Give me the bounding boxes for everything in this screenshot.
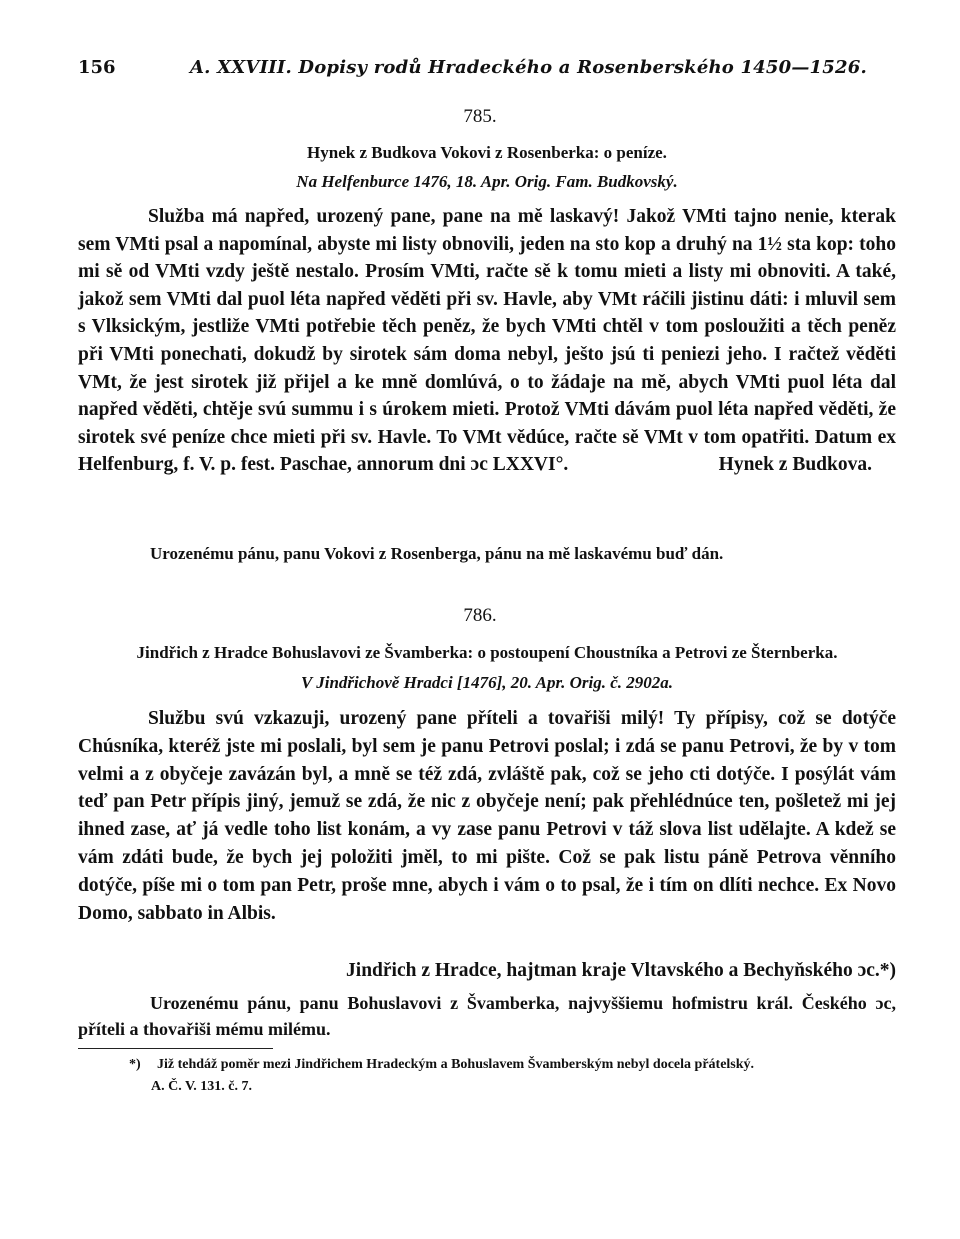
footnote-text: Již tehdáž poměr mezi Jindřichem Hradeckým a Bohuslavem Švamberským nebyl docela přátelský. [157,1057,755,1072]
footnote [105,1054,895,1098]
letter-address: Urozenému pánu, panu Vokovi z Rosenberga, pánu na mě laskavému buď dán. [150,544,724,563]
running-title: A. XXVIII. Dopisy rodů Hradeckého a Rosenberského 1450—1526. [190,57,867,78]
page-header [78,57,896,87]
letter-address: Urozenému pánu, panu Bohuslavovi z Švamberka, najvyššiemu hofmistru král. Českého ɔc, příteli a thovařiši mému milému. [78,993,896,1039]
letter-body [78,203,896,479]
letter-source: V Jindřichově Hradci [1476], 20. Apr. Orig. č. 2902a. [300,673,674,692]
letter-number: 786. [463,605,497,626]
letter-title: Jindřich z Hradce Bohuslavovi ze Švamberka: o postoupení Choustníka a Petrovi ze Šternberka. [136,643,838,662]
letter-title: Hynek z Budkova Vokovi z Rosenberka: o peníze. [307,143,667,162]
letter-signature: Hynek z Budkova. [718,454,872,476]
page-number: 156 [78,57,116,78]
letter-body [78,705,896,927]
letter-body-text: Služba má napřed, urozený pane, pane na mě laskavý! Jakož VMti tajno nenie, kterak sem VMti psal a napomínal, abyste mi listy obnovili, jeden na sto kop a druhý na 1½ sta kop: toho mi sě od VMti vzdy ještě nestalo. Prosím VMti, račte sě k tomu mieti a listy mi obnoviti. A také, jakož sem VMti dal puol léta napřed věděti při sv. Havle, aby VMt ráčili jistinu dáti: i mluvil sem s Vlksickým, jestliže VMti potřebie těch peněz, že bych VMti chtěl v tom posloužiti a těch peněz při VMti ponechati, dokudž by sirotek sám doma nebyl, ješto jsú ti peniezi jeho. I račtež věděti VMt, že jest sirotek již přijel a ke mně domlúvá, o to žádaje na mě, abych VMti puol léta dal napřed věděti, chtěje svú summu i s úrokem mieti. Protož VMti dávám puol léta napřed věděti, že sirotek své peníze chce mieti při sv. Havle. To VMt vědúce, račte sě VMt v tom opatřiti. Datum ex Helfenburg, f. V. p. fest. Paschae, annorum dni ɔc LXXVI°. [78,206,896,476]
letter-body-text: Službu svú vzkazuji, urozený pane příteli a tovařiši milý! Ty přípisy, což se dotýče Chúsníka, kteréž jste mi poslali, byl sem je panu Petrovi poslal; i zdá se panu Petrovi, že by v tom velmi a z obyčeje zavázán byl, a mně se též zdá, zvláště pak, což se jeho cti dotýče. I posýlát vám teď pan Petr přípis jiný, jemuž se zdá, že nic z obyčeje není; pak přehlédnúce ten, pošletež mi jej ihned zase, ať já vedle toho list konám, a vy zase panu Petrovi v táž slova list udělajte. A kdež se vám zdáti bude, že bych jej položiti jměl, to mi pište. Což se pak listu páně Petrova věnního dotýče, píše mi o tom pan Petr, prošе mne, abych i vám o to psal, že i tím on dlíti nechce. Ex Novo Domo, sabbato in Albis. [78,708,896,924]
footnote-continuation: A. Č. V. 131. č. 7. [151,1079,252,1094]
footnote-mark: *) [129,1057,141,1072]
footnote-divider [78,1048,273,1049]
letter-number: 785. [463,106,497,127]
letter-source: Na Helfenburce 1476, 18. Apr. Orig. Fam. Budkovský. [296,172,678,191]
letter-signature: Jindřich z Hradce, hajtman kraje Vltavského a Bechyňského ɔc.*) [346,960,896,981]
